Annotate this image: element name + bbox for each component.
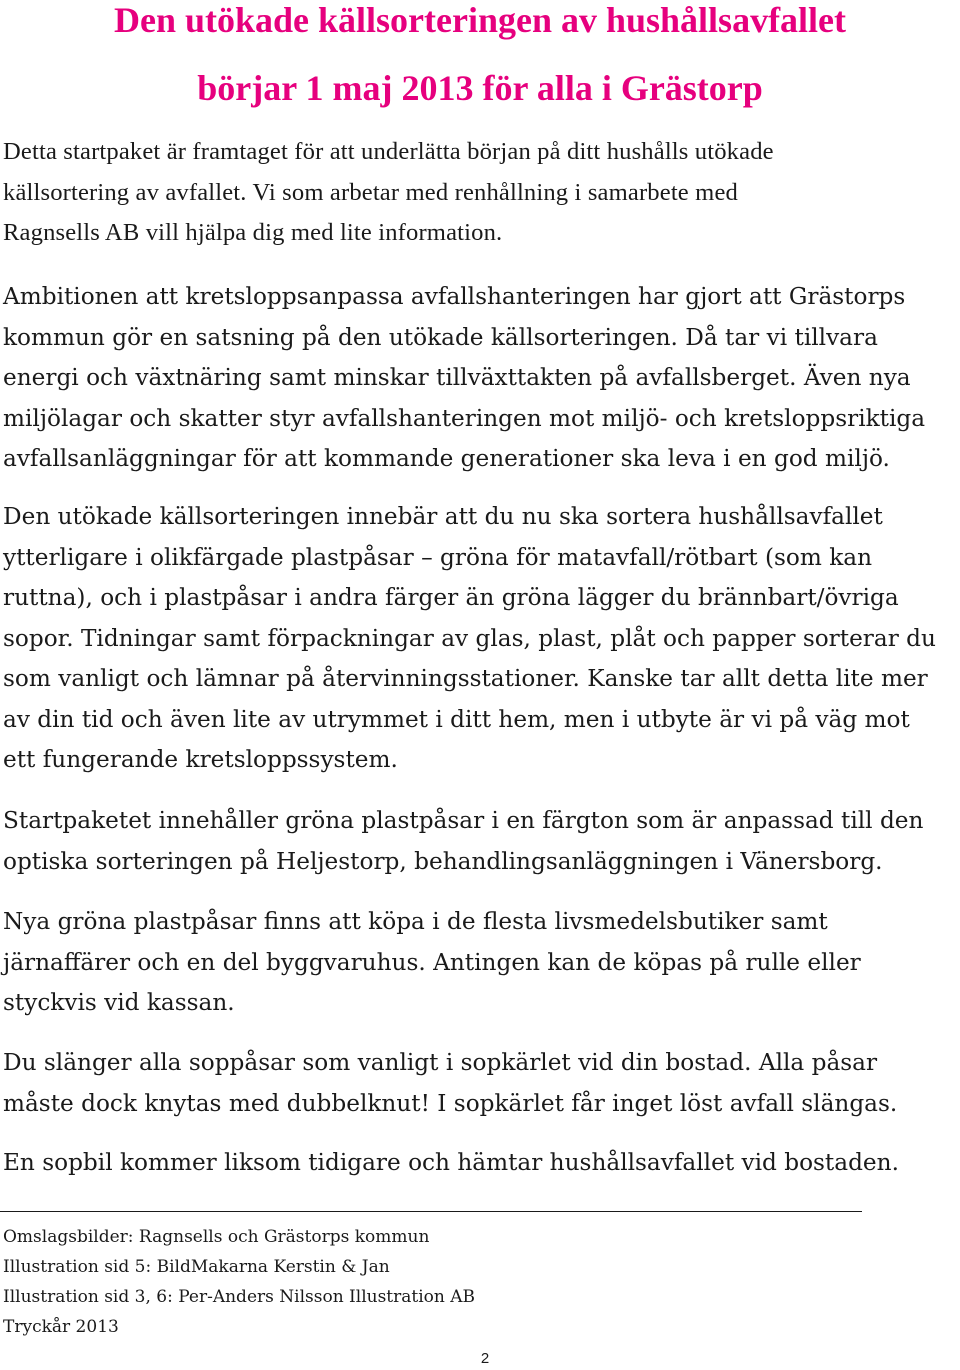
page-number: 2 [480,1350,490,1367]
paragraph-line: Den utökade källsorteringen innebär att du nu ska sortera hushållsavfallet [3,503,883,530]
paragraph-line: ytterligare i olikfärgade plastpåsar – gröna för matavfall/rötbart (som kan [3,543,873,571]
paragraph-line: Detta startpaket är framtaget för att underlätta början på ditt hushålls utökade [3,138,774,165]
ambition-paragraph [3,277,938,480]
credit-line: Illustration sid 5: BildMakarna Kerstin & Jan [3,1257,390,1277]
paragraph-line: sopor. Tidningar samt förpackningar av glas, plast, plåt och papper sorterar du [3,624,936,652]
credit-line: Omslagsbilder: Ragnsells och Grästorps kommun [3,1227,430,1247]
paragraph-line: kommun gör en satsning på den utökade källsorteringen. Då tar vi tillvara [3,323,878,351]
collection-paragraph [3,1143,938,1184]
buy-bags-paragraph [3,902,938,1024]
paragraph-line: måste dock knytas med dubbelknut! I sopkärlet får inget löst avfall slängas. [3,1089,898,1117]
paragraph-line: avfallsanläggningar för att kommande generationer ska leva i en god miljö. [3,445,890,472]
paragraph-line: ruttna), och i plastpåsar i andra färger än gröna lägger du brännbart/övriga [3,584,899,611]
paragraph-line: järnaffärer och en del byggvaruhus. Antingen kan de köpas på rulle eller [3,948,861,976]
paragraph-line: optiska sorteringen på Heljestorp, behandlingsanläggningen i Vänersborg. [3,847,883,875]
credit-line: Tryckår 2013 [3,1317,119,1337]
credit-line: Illustration sid 3, 6: Per-Anders Nilsson Illustration AB [3,1287,476,1307]
paragraph-line: energi och växtnäring samt minskar tillväxttakten på avfallsberget. Även nya [3,364,911,391]
paragraph-line: Ragnsells AB vill hjälpa dig med lite information. [3,219,503,246]
paragraph-line: Nya gröna plastpåsar finns att köpa i de flesta livsmedelsbutiker samt [3,908,828,935]
paragraph-line: En sopbil kommer liksom tidigare och hämtar hushållsavfallet vid bostaden. [3,1149,899,1176]
document-title-line-1: Den utökade källsorteringen av hushållsavfallet [113,0,847,40]
paragraph-line: ett fungerande kretsloppssystem. [3,746,398,773]
paragraph-line: Du slänger alla soppåsar som vanligt i sopkärlet vid din bostad. Alla påsar [3,1049,878,1076]
paragraph-line: källsortering av avfallet. Vi som arbetar med renhållning i samarbete med [3,178,738,206]
paragraph-line: miljölagar och skatter styr avfallshanteringen mot miljö- och kretsloppsriktiga [3,404,926,432]
disposal-paragraph [3,1043,938,1124]
document-title-line-2: börjar 1 maj 2013 för alla i Grästorp [197,68,763,108]
intro-paragraph [3,132,938,254]
sorting-paragraph [3,497,938,781]
credits-block [3,1222,475,1342]
paragraph-line: styckvis vid kassan. [3,989,235,1016]
paragraph-line: Startpaketet innehåller gröna plastpåsar i en färgton som är anpassad till den [3,807,924,834]
paragraph-line: som vanligt och lämnar på återvinningsstationer. Kanske tar allt detta lite mer [3,665,928,692]
startpackage-paragraph [3,801,938,882]
paragraph-line: Ambitionen att kretsloppsanpassa avfallshanteringen har gjort att Grästorps [3,283,906,310]
footnote-divider [0,1211,862,1212]
paragraph-line: av din tid och även lite av utrymmet i ditt hem, men i utbyte är vi på väg mot [3,705,910,733]
